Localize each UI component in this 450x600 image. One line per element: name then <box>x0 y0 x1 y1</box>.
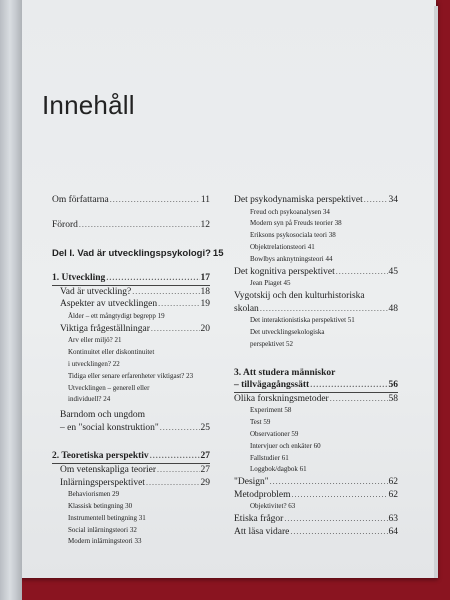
toc-entry-title: Modern syn på Freuds teorier <box>250 219 333 228</box>
toc-subentry <box>226 501 398 513</box>
dot-leader <box>260 303 388 316</box>
toc-entry-title: Etiska frågor <box>234 514 284 525</box>
toc-subentry <box>52 347 210 359</box>
toc-page-number: 29 <box>112 490 120 499</box>
toc-page-number: 33 <box>134 537 142 546</box>
toc-entry-title: Freud och psykoanalysen <box>250 207 322 216</box>
toc-entry-title: Kontinuitet eller diskontinuitet <box>68 348 155 357</box>
toc-page-number: 56 <box>388 380 398 391</box>
toc-entry-title: Modern inlärningsteori <box>68 537 133 546</box>
toc-page-number: 30 <box>125 501 133 510</box>
toc-entry-title: Experiment <box>250 406 283 415</box>
toc-page-number: 34 <box>388 195 398 205</box>
toc-page-number: 32 <box>129 525 137 534</box>
toc-page-number: 61 <box>281 453 289 462</box>
toc-subentry <box>226 339 398 351</box>
toc-entry-title: Objektivitet? <box>250 502 287 511</box>
toc-entry <box>226 290 398 303</box>
toc-entry-title: Ålder – ett mångtydigt begrepp <box>68 311 156 320</box>
toc-entry <box>52 286 210 299</box>
toc-page-number: 63 <box>388 514 398 525</box>
toc-subentry <box>52 394 210 406</box>
toc-subentry <box>226 207 398 219</box>
toc-subentry <box>52 383 210 395</box>
toc-page-number: 59 <box>263 418 271 427</box>
toc-page-number: 59 <box>291 429 299 438</box>
dot-leader <box>336 266 388 279</box>
toc-entry-title: 3. Att studera människor <box>234 367 336 378</box>
toc-subentry <box>226 218 398 230</box>
toc-page-number: 27 <box>200 451 210 462</box>
toc-entry-title: Klassisk betingning <box>68 501 124 510</box>
toc-page-number: 62 <box>388 489 398 500</box>
toc-entry <box>226 489 398 502</box>
toc-entry-title: Bowlbys anknytningsteori <box>250 254 324 263</box>
toc-entry-title: Aspekter av utvecklingen <box>60 299 158 310</box>
toc-page-number: 45 <box>388 266 398 277</box>
toc-entry <box>52 422 210 435</box>
toc-page-number: 31 <box>138 513 146 522</box>
toc-page-number: 24 <box>103 395 111 404</box>
dot-leader <box>330 393 388 406</box>
toc-entry <box>52 323 210 336</box>
dot-leader <box>291 489 387 502</box>
toc-entry-title: Det psykodynamiska perspektivet <box>234 195 363 205</box>
toc-page-number: 34 <box>322 207 330 216</box>
toc-page-number: 48 <box>388 303 398 314</box>
toc-entry <box>226 194 398 207</box>
toc-entry-title: Det interaktionistiska perspektivet <box>250 316 347 325</box>
toc-entry <box>226 266 398 279</box>
toc-subentry <box>226 254 398 266</box>
toc-subentry <box>52 359 210 371</box>
toc-page-number: 58 <box>388 393 398 404</box>
toc-subentry <box>226 405 398 417</box>
toc-entry-title: Barndom och ungdom <box>60 410 145 421</box>
toc-entry-title: individuell? <box>68 395 102 404</box>
dot-leader <box>364 194 388 207</box>
toc-page-number: 44 <box>325 254 333 263</box>
toc-subentry <box>226 417 398 429</box>
toc-entry-title: Metodproblem <box>234 489 291 500</box>
toc-subentry <box>226 230 398 242</box>
toc-subentry <box>226 453 398 465</box>
toc-entry-title: Det kognitiva perspektivet <box>234 266 335 277</box>
dot-leader <box>110 194 200 207</box>
toc-entry-title: Om vetenskapliga teorier <box>60 464 157 475</box>
toc-page-number: 45 <box>283 279 291 288</box>
toc-entry-title: Att läsa vidare <box>234 526 290 537</box>
toc-entry-title: Viktiga frågeställningar <box>60 323 150 334</box>
toc-page-number: 27 <box>200 464 210 475</box>
toc-entry <box>226 367 398 380</box>
toc-entry-title: Behaviorismen <box>68 490 111 499</box>
toc-page-number: 38 <box>334 219 342 228</box>
toc-entry-title: Förord <box>52 219 78 230</box>
toc-entry-title: Fallstudier <box>250 453 280 462</box>
toc-entry-title: Olika forskningsmetoder <box>234 393 329 404</box>
toc-entry-title: skolan <box>234 303 259 314</box>
toc-page-number: 52 <box>285 339 293 348</box>
toc-entry <box>226 526 398 539</box>
toc-entry-title: Test <box>250 418 262 427</box>
toc-entry-title: Del I. Vad är utvecklingspsykologi? <box>52 248 211 260</box>
toc-subentry <box>52 335 210 347</box>
dot-leader <box>132 286 199 299</box>
toc-page-number: 11 <box>200 195 210 205</box>
toc-entry-title: Vad är utveckling? <box>60 286 132 297</box>
toc-page-number: 17 <box>200 273 210 284</box>
toc-page-number: 22 <box>112 359 120 368</box>
toc-entry-title: Loggbok/dagbok <box>250 465 298 474</box>
toc-subentry <box>226 464 398 476</box>
dot-leader <box>290 526 387 539</box>
toc-entry-title: Inlärningsperspektivet <box>60 477 145 488</box>
toc-subentry <box>226 441 398 453</box>
toc-entry <box>52 477 210 490</box>
toc-entry-title: Det utvecklingsekologiska <box>250 327 325 336</box>
toc-subentry <box>226 429 398 441</box>
dot-leader <box>106 272 199 285</box>
toc-page-number: 62 <box>388 477 398 488</box>
dot-leader <box>157 464 199 477</box>
dot-leader <box>150 450 200 463</box>
toc-entry <box>52 450 210 463</box>
toc-page-number: 18 <box>200 286 210 297</box>
toc-page-number: 63 <box>288 502 296 511</box>
toc-entry-title: Eriksons psykosociala teori <box>250 231 327 240</box>
dot-leader <box>158 298 199 311</box>
toc-entry <box>52 409 210 422</box>
toc-page-number: 61 <box>299 465 307 474</box>
toc-entry-title: Tidiga eller senare erfarenheter viktigast? <box>68 371 185 380</box>
toc-page-number: 38 <box>328 231 336 240</box>
toc-entry <box>52 298 210 311</box>
toc-subentry <box>52 536 210 548</box>
toc-entry-title: Social inlärningsteori <box>68 525 129 534</box>
toc-entry <box>226 379 398 392</box>
toc-page-number: 64 <box>388 526 398 537</box>
toc-entry-title: Instrumentell betingning <box>68 513 138 522</box>
toc-subentry <box>52 501 210 513</box>
toc-entry-title: Vygotskij och den kulturhistoriska <box>234 290 365 301</box>
toc-entry <box>52 464 210 477</box>
toc-subentry <box>52 513 210 525</box>
toc-entry <box>52 247 224 260</box>
toc-entry <box>226 393 398 406</box>
dot-leader <box>160 422 200 435</box>
toc-page-number: 41 <box>307 242 315 251</box>
toc-subentry <box>52 311 210 323</box>
toc-page-number: 15 <box>212 248 224 260</box>
toc-entry <box>52 219 210 232</box>
dot-leader <box>79 219 200 232</box>
book-spine <box>0 0 22 600</box>
toc-entry-title: Om författarna <box>52 195 109 205</box>
toc-entry-title: perspektivet <box>250 339 285 348</box>
dot-leader <box>146 477 200 490</box>
page-edge <box>434 6 438 578</box>
page-title: Innehåll <box>42 90 135 120</box>
toc-entry-title: i utvecklingen? <box>68 359 111 368</box>
dot-leader <box>284 513 387 526</box>
toc-entry-title: Arv eller miljö? <box>68 336 113 345</box>
toc-right-column <box>226 194 398 538</box>
toc-page-number: 19 <box>157 311 165 320</box>
toc-entry <box>226 513 398 526</box>
toc-entry <box>52 194 210 207</box>
toc-page-number: 23 <box>186 371 194 380</box>
toc-subentry <box>226 278 398 290</box>
toc-entry-title: "Design" <box>234 477 269 488</box>
toc-entry <box>226 303 398 316</box>
toc-page-number: 60 <box>313 441 321 450</box>
toc-entry-title: – tillvägagångssätt <box>234 380 310 391</box>
toc-subentry <box>226 315 398 327</box>
toc-subentry <box>52 489 210 501</box>
toc-entry-title: – en "social konstruktion" <box>60 422 159 433</box>
dot-leader <box>151 323 200 336</box>
toc-subentry <box>52 371 210 383</box>
toc-entry <box>226 476 398 489</box>
toc-entry-title: Observationer <box>250 429 290 438</box>
toc-entry-title: Objektrelationsteori <box>250 242 306 251</box>
toc-subentry <box>226 327 398 339</box>
toc-page-number: 25 <box>200 422 210 433</box>
dot-leader <box>270 476 388 489</box>
toc-left-column <box>52 194 224 548</box>
toc-entry-title: Intervjuer och enkäter <box>250 441 312 450</box>
toc-entry-title: Utvecklingen – generell eller <box>68 383 150 392</box>
toc-entry-title: Jean Piaget <box>250 279 282 288</box>
toc-page-number: 20 <box>200 323 210 334</box>
toc-page-number: 29 <box>200 477 210 488</box>
toc-subentry <box>226 242 398 254</box>
toc-entry <box>52 272 210 285</box>
toc-page-number: 21 <box>114 336 122 345</box>
toc-entry-title: 1. Utveckling <box>52 273 106 284</box>
dot-leader <box>310 379 387 392</box>
toc-entry-title: 2. Teoretiska perspektiv <box>52 451 149 462</box>
toc-page-number: 19 <box>200 299 210 310</box>
toc-page-number: 51 <box>347 316 355 325</box>
toc-page-number: 58 <box>284 406 292 415</box>
toc-page-number: 12 <box>200 219 210 230</box>
toc-subentry <box>52 525 210 537</box>
